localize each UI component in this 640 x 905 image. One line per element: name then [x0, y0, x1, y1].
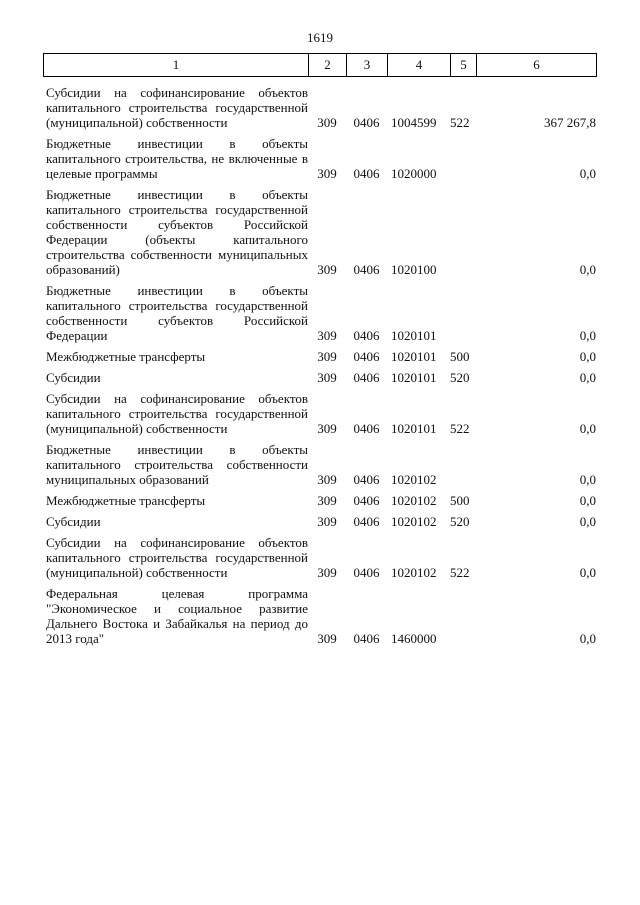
row-amount: 0,0 — [579, 349, 596, 364]
row-code-section: 0406 — [353, 493, 380, 508]
row-code-ministry: 309 — [317, 493, 337, 508]
row-name: Федеральная целевая программа "Экономическое и социальное развитие Дальнего Востока и Забайкалья на период до 2013 года" — [46, 586, 308, 646]
row-code-target: 1020102 — [391, 493, 437, 508]
row-name: Бюджетные инвестиции в объекты капитального строительства государственной собственности субъектов Российской Федерации — [46, 283, 308, 343]
row-amount: 0,0 — [579, 328, 596, 343]
row-name: Субсидии — [46, 514, 101, 529]
row-code-target: 1020101 — [391, 421, 437, 436]
row-code-target: 1020101 — [391, 370, 437, 385]
budget-table-body — [43, 85, 596, 652]
row-code-section: 0406 — [353, 472, 380, 487]
row-amount: 0,0 — [579, 262, 596, 277]
row-code-target: 1020101 — [391, 349, 437, 364]
row-code-type: 500 — [450, 493, 470, 508]
row-code-ministry: 309 — [317, 115, 337, 130]
table-row — [43, 535, 596, 580]
column-header-3: 3 — [347, 54, 388, 77]
row-code-target: 1020101 — [391, 328, 437, 343]
row-name: Субсидии на софинансирование объектов капитального строительства государственной (муниципальной) собственности — [46, 391, 308, 436]
row-code-target: 1020102 — [391, 472, 437, 487]
row-code-section: 0406 — [353, 631, 380, 646]
row-amount: 367 267,8 — [544, 115, 596, 130]
row-code-target: 1020000 — [391, 166, 437, 181]
row-code-section: 0406 — [353, 262, 380, 277]
row-name: Бюджетные инвестиции в объекты капитального строительства государственной собственности субъектов Российской Федерации (объекты капитального строительства собственности муниципальных образований) — [46, 187, 308, 277]
row-code-ministry: 309 — [317, 472, 337, 487]
row-code-section: 0406 — [353, 349, 380, 364]
column-header-row — [44, 54, 597, 77]
row-code-type: 522 — [450, 421, 470, 436]
row-code-ministry: 309 — [317, 349, 337, 364]
row-code-ministry: 309 — [317, 565, 337, 580]
row-amount: 0,0 — [579, 472, 596, 487]
column-header-1: 1 — [44, 54, 309, 77]
row-code-ministry: 309 — [317, 421, 337, 436]
row-code-target: 1020100 — [391, 262, 437, 277]
column-header-6: 6 — [477, 54, 597, 77]
table-row — [43, 493, 596, 508]
row-code-ministry: 309 — [317, 262, 337, 277]
row-amount: 0,0 — [579, 493, 596, 508]
row-name: Бюджетные инвестиции в объекты капитального строительства собственности муниципальных образований — [46, 442, 308, 487]
row-code-target: 1004599 — [391, 115, 437, 130]
row-amount: 0,0 — [579, 166, 596, 181]
row-amount: 0,0 — [579, 370, 596, 385]
row-code-section: 0406 — [353, 514, 380, 529]
row-code-ministry: 309 — [317, 328, 337, 343]
row-name: Субсидии на софинансирование объектов капитального строительства государственной (муниципальной) собственности — [46, 535, 308, 580]
row-code-section: 0406 — [353, 565, 380, 580]
column-header-table — [43, 53, 597, 77]
row-code-type: 520 — [450, 370, 470, 385]
table-row — [43, 136, 596, 181]
column-header-4: 4 — [388, 54, 451, 77]
row-code-type: 520 — [450, 514, 470, 529]
row-name: Бюджетные инвестиции в объекты капитального строительства, не включенные в целевые программы — [46, 136, 308, 181]
page-number: 1619 — [307, 30, 333, 45]
row-code-section: 0406 — [353, 370, 380, 385]
row-code-type: 500 — [450, 349, 470, 364]
row-code-target: 1020102 — [391, 565, 437, 580]
row-code-target: 1020102 — [391, 514, 437, 529]
row-amount: 0,0 — [579, 631, 596, 646]
row-code-ministry: 309 — [317, 514, 337, 529]
table-row — [43, 442, 596, 487]
row-code-ministry: 309 — [317, 370, 337, 385]
row-amount: 0,0 — [579, 565, 596, 580]
table-row — [43, 349, 596, 364]
table-row — [43, 283, 596, 343]
column-header-2: 2 — [309, 54, 347, 77]
row-code-type: 522 — [450, 565, 470, 580]
table-row — [43, 85, 596, 130]
row-code-section: 0406 — [353, 328, 380, 343]
row-name: Межбюджетные трансферты — [46, 493, 206, 508]
row-code-section: 0406 — [353, 166, 380, 181]
row-name: Субсидии — [46, 370, 101, 385]
table-row — [43, 514, 596, 529]
table-row — [43, 391, 596, 436]
row-code-ministry: 309 — [317, 166, 337, 181]
row-code-section: 0406 — [353, 421, 380, 436]
row-name: Межбюджетные трансферты — [46, 349, 206, 364]
row-name: Субсидии на софинансирование объектов капитального строительства государственной (муниципальной) собственности — [46, 85, 308, 130]
table-row — [43, 187, 596, 277]
row-code-ministry: 309 — [317, 631, 337, 646]
row-code-section: 0406 — [353, 115, 380, 130]
row-code-type: 522 — [450, 115, 470, 130]
row-amount: 0,0 — [579, 514, 596, 529]
table-row — [43, 370, 596, 385]
row-code-target: 1460000 — [391, 631, 437, 646]
column-header-5: 5 — [451, 54, 477, 77]
table-row — [43, 586, 596, 646]
row-amount: 0,0 — [579, 421, 596, 436]
